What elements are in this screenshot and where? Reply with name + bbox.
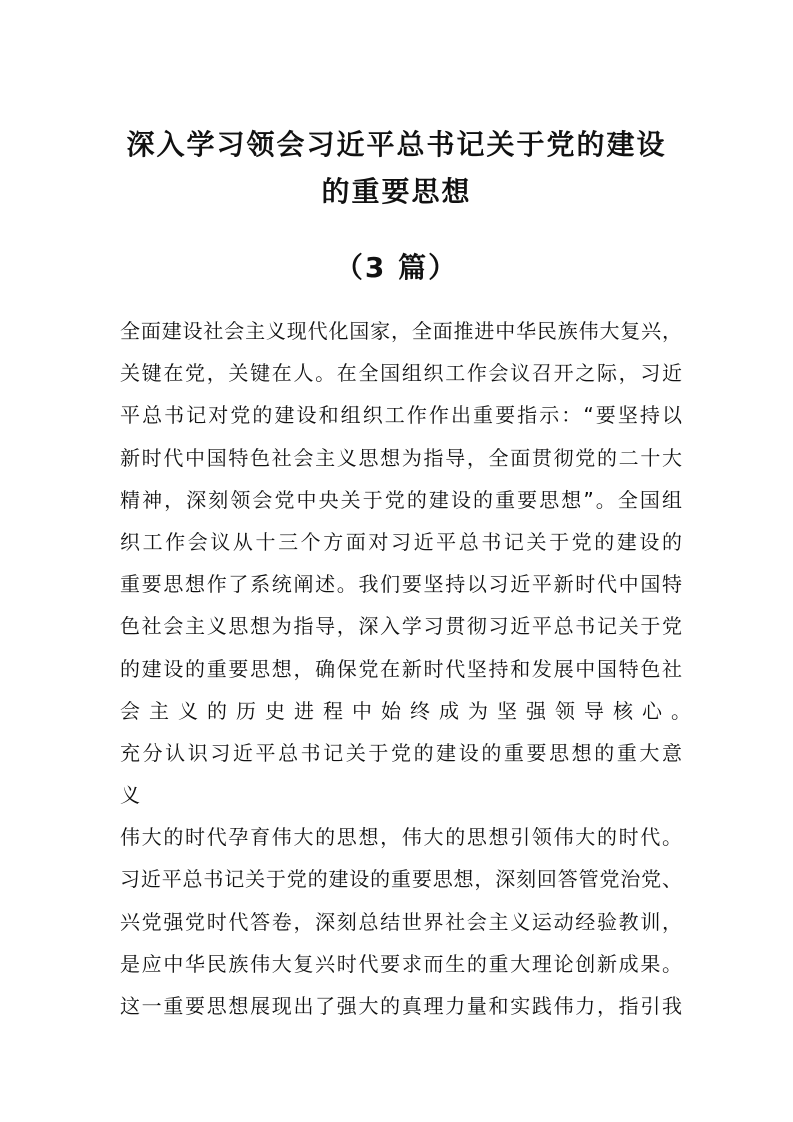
body-line: 是应中华民族伟大复兴时代要求而生的重大理论创新成果。 — [120, 951, 682, 976]
document-title-line-2: 的重要思想 — [321, 175, 472, 208]
body-line: 新时代中国特色社会主义思想为指导，全面贯彻党的二十大 — [120, 445, 682, 470]
body-line: 重要思想作了系统阐述。我们要坚持以习近平新时代中国特 — [120, 572, 682, 597]
section-heading-line: 充分认识习近平总书记关于党的建设的重要思想的重大意 — [120, 740, 682, 765]
body-line: 这一重要思想展现出了强大的真理力量和实践伟力，指引我 — [120, 994, 682, 1018]
body-line: 习近平总书记关于党的建设的重要思想，深刻回答管党治党、 — [120, 867, 682, 892]
body-line: 全面建设社会主义现代化国家，全面推进中华民族伟大复兴， — [120, 319, 682, 343]
body-line: 关键在党，关键在人。在全国组织工作会议召开之际，习近 — [120, 361, 682, 386]
document-title-line-1: 深入学习领会习近平总书记关于党的建设 — [126, 128, 667, 161]
body-line: 会主义的历史进程中始终成为坚强领导核心。 — [120, 698, 700, 723]
body-line: 织工作会议从十三个方面对习近平总书记关于党的建设的 — [120, 529, 682, 554]
body-line: 兴党强党时代答卷，深刻总结世界社会主义运动经验教训， — [120, 909, 682, 934]
body-line: 平总书记对党的建设和组织工作作出重要指示：“要坚持以 — [120, 403, 682, 428]
document-subtitle: （3 篇） — [334, 251, 459, 284]
document-body — [120, 310, 700, 1027]
body-line: 精神，深刻领会党中央关于党的建设的重要思想”。全国组 — [120, 487, 682, 512]
body-line: 的建设的重要思想，确保党在新时代坚持和发展中国特色社 — [120, 656, 682, 681]
body-line: 伟大的时代孕育伟大的思想，伟大的思想引领伟大的时代。 — [120, 825, 682, 850]
section-heading-line: 义 — [120, 783, 149, 808]
body-line: 色社会主义思想为指导，深入学习贯彻习近平总书记关于党 — [120, 614, 682, 639]
